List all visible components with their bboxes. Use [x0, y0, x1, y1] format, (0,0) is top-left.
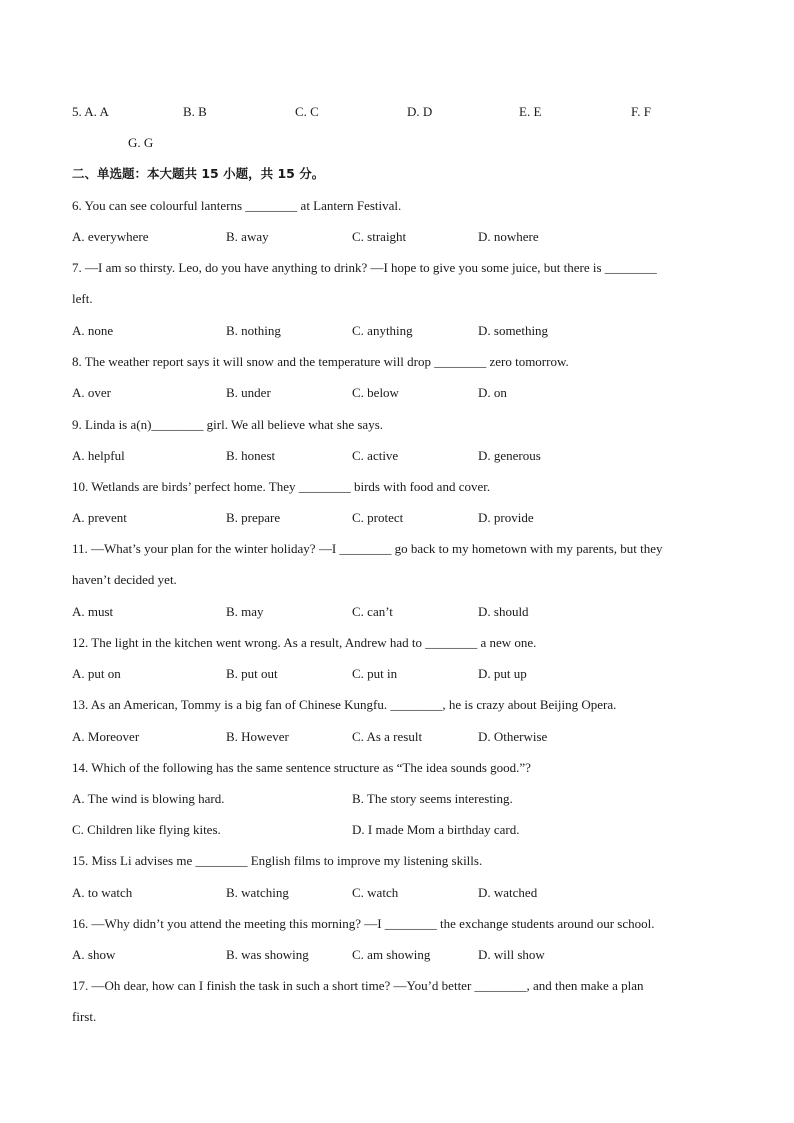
option-a: A. over [72, 385, 111, 400]
option-c: C. Children like flying kites. [72, 822, 221, 837]
q5-option-f: F. F [631, 104, 651, 119]
question-stem: 9. Linda is a(n)________ girl. We all believe what she says. [72, 417, 384, 432]
option-d: D. provide [478, 510, 534, 525]
option-a: A. everywhere [72, 229, 149, 244]
option-d: D. Otherwise [478, 729, 548, 744]
option-d: D. watched [478, 885, 538, 900]
option-c: C. As a result [352, 729, 423, 744]
option-a: A. helpful [72, 448, 125, 463]
option-a: A. prevent [72, 510, 127, 525]
option-a: A. show [72, 947, 116, 962]
option-d: D. I made Mom a birthday card. [352, 822, 520, 837]
question-stem: 17. —Oh dear, how can I finish the task in such a short time? —You’d better ________, and then make a plan [72, 978, 644, 993]
option-c: C. can’t [352, 604, 393, 619]
option-a: A. must [72, 604, 114, 619]
q5-option-b: B. B [183, 104, 207, 119]
option-c: C. put in [352, 666, 398, 681]
question-stem-continued: left. [72, 291, 93, 306]
question-stem: 16. —Why didn’t you attend the meeting this morning? —I ________ the exchange students around our school. [72, 916, 655, 931]
question-stem: 11. —What’s your plan for the winter holiday? —I ________ go back to my hometown with my parents, but they [72, 541, 663, 556]
option-b: B. The story seems interesting. [352, 791, 513, 806]
question-stem: 12. The light in the kitchen went wrong. As a result, Andrew had to ________ a new one. [72, 635, 537, 650]
q5-option-e: E. E [519, 104, 542, 119]
option-b: B. prepare [226, 510, 281, 525]
option-d: D. on [478, 385, 507, 400]
option-d: D. will show [478, 947, 545, 962]
question-stem: 6. You can see colourful lanterns ________ at Lantern Festival. [72, 198, 402, 213]
option-a: A. put on [72, 666, 121, 681]
option-c: C. am showing [352, 947, 431, 962]
option-b: B. honest [226, 448, 276, 463]
question-stem: 7. —I am so thirsty. Leo, do you have anything to drink? —I hope to give you some juice, but there is ________ [72, 260, 657, 275]
q5-stem: 5. A. A [72, 104, 109, 119]
option-b: B. put out [226, 666, 278, 681]
option-c: C. anything [352, 323, 413, 338]
option-b: B. watching [226, 885, 289, 900]
option-b: B. under [226, 385, 271, 400]
option-c: C. active [352, 448, 399, 463]
question-stem: 8. The weather report says it will snow and the temperature will drop ________ zero tomorrow. [72, 354, 569, 369]
section-title: 二、单选题：本大题共 15 小题，共 15 分。 [72, 166, 325, 181]
option-a: A. Moreover [72, 729, 140, 744]
question-stem: 14. Which of the following has the same sentence structure as “The idea sounds good.”? [72, 760, 531, 775]
option-d: D. nowhere [478, 229, 539, 244]
option-b: B. However [226, 729, 289, 744]
option-d: D. should [478, 604, 529, 619]
option-c: C. protect [352, 510, 404, 525]
question-stem-continued: haven’t decided yet. [72, 572, 177, 587]
q5-option-g: G. G [128, 135, 154, 150]
option-b: B. nothing [226, 323, 281, 338]
option-d: D. put up [478, 666, 527, 681]
question-stem: 13. As an American, Tommy is a big fan of Chinese Kungfu. ________, he is crazy about Beijing Opera. [72, 697, 617, 712]
question-stem: 15. Miss Li advises me ________ English films to improve my listening skills. [72, 853, 483, 868]
question-stem-continued: first. [72, 1009, 97, 1024]
option-c: C. straight [352, 229, 407, 244]
q5-option-c: C. C [295, 104, 319, 119]
option-c: C. below [352, 385, 399, 400]
option-b: B. may [226, 604, 264, 619]
option-d: D. something [478, 323, 549, 338]
option-a: A. to watch [72, 885, 133, 900]
option-d: D. generous [478, 448, 541, 463]
option-c: C. watch [352, 885, 399, 900]
q5-option-d: D. D [407, 104, 433, 119]
option-b: B. away [226, 229, 269, 244]
option-b: B. was showing [226, 947, 309, 962]
question-stem: 10. Wetlands are birds’ perfect home. They ________ birds with food and cover. [72, 479, 491, 494]
option-a: A. The wind is blowing hard. [72, 791, 225, 806]
option-a: A. none [72, 323, 114, 338]
